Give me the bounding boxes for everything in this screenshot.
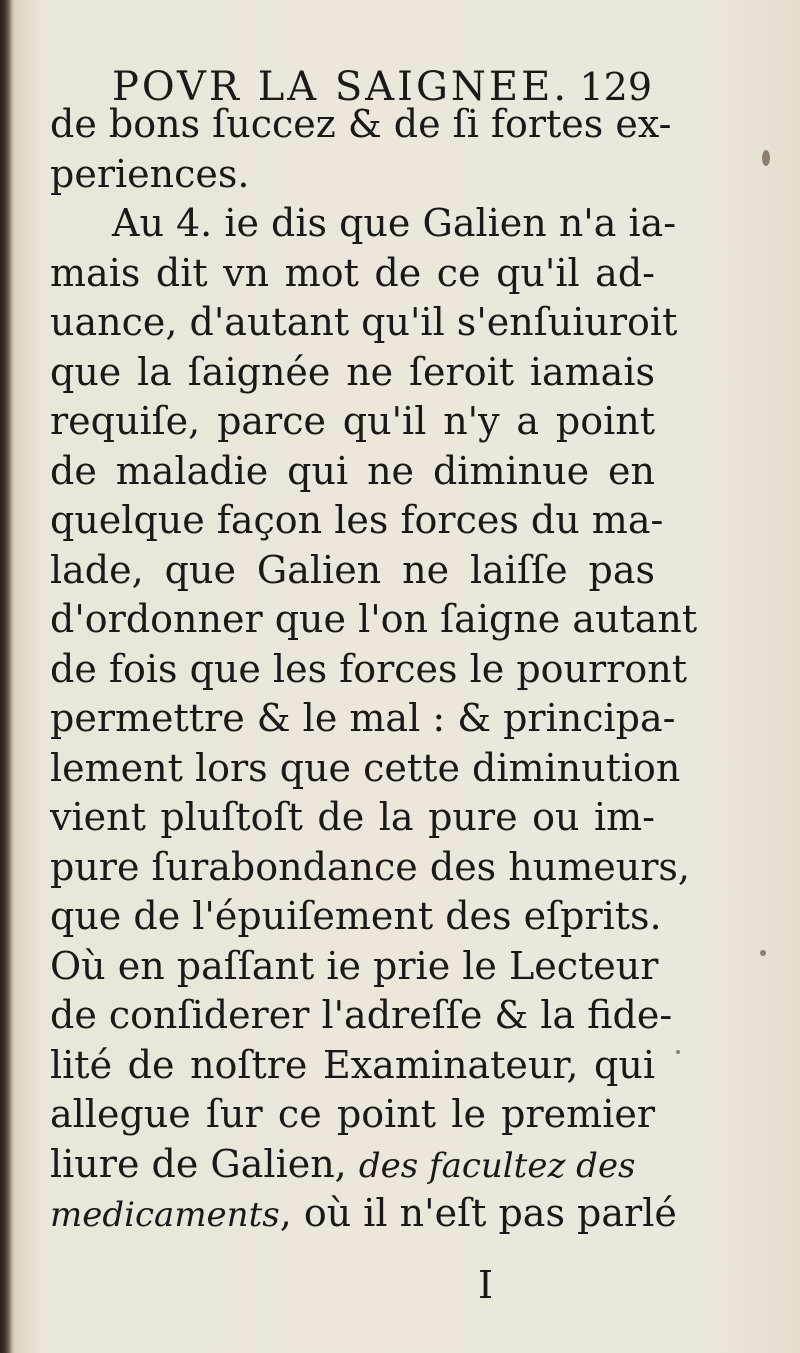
text-segment: liure de Galien, xyxy=(50,1141,347,1186)
page-number: 129 xyxy=(579,65,652,109)
text-line: vient pluſtoſt de la pure ou im- xyxy=(50,795,655,839)
gutter-shadow xyxy=(0,0,12,1353)
italic-title: des facultez des xyxy=(358,1145,636,1186)
text-line: lement lors que cette diminution xyxy=(50,745,681,790)
text-line: mais dit vn mot de ce qu'il ad- xyxy=(50,250,655,295)
running-title: POVR LA SAIGNEE. xyxy=(112,64,570,110)
text-line xyxy=(50,1189,677,1239)
text-segment: , où il n'eſt pas parlé xyxy=(279,1191,677,1235)
text-line: lité de noſtre Examinateur, qui xyxy=(50,1042,655,1087)
text-line: d'ordonner que l'on ſaigne autant xyxy=(50,597,698,641)
body-text xyxy=(50,100,698,1239)
text-line xyxy=(50,1140,655,1190)
text-line: periences. xyxy=(50,151,250,196)
text-line: que de l'épuiſement des eſprits. xyxy=(50,894,662,938)
text-line: allegue ſur ce point le premier xyxy=(50,1092,655,1136)
text-line: quelque façon les forces du ma- xyxy=(50,498,664,542)
text-line: Où en paſſant ie prie le Lecteur xyxy=(50,943,659,988)
text-line: de fois que les forces le pourront xyxy=(50,646,687,691)
paper-speck xyxy=(760,950,766,956)
text-line: requiſe, parce qu'il n'y a point xyxy=(50,399,655,443)
signature-mark: I xyxy=(478,1263,494,1307)
text-line: Au 4. ie dis que Galien n'a ia- xyxy=(112,201,677,245)
paper-speck xyxy=(762,150,770,166)
text-line: que la ſaignée ne ſeroit iamais xyxy=(50,349,655,394)
text-line: uance, d'autant qu'il s'enſuiuroit xyxy=(50,300,678,344)
text-line: permettre & le mal : & principa- xyxy=(50,696,676,740)
text-line: pure ſurabondance des humeurs, xyxy=(50,844,690,889)
text-line: de maladie qui ne diminue en xyxy=(50,448,655,493)
text-line: de bons ſuccez & de ſi fortes ex- xyxy=(50,102,672,146)
text-line: de conſiderer l'adreſſe & la fide- xyxy=(50,993,673,1037)
italic-title-continued: medicaments xyxy=(50,1195,280,1235)
paper-speck xyxy=(676,1050,680,1054)
text-line: lade, que Galien ne laiſſe pas xyxy=(50,547,655,592)
